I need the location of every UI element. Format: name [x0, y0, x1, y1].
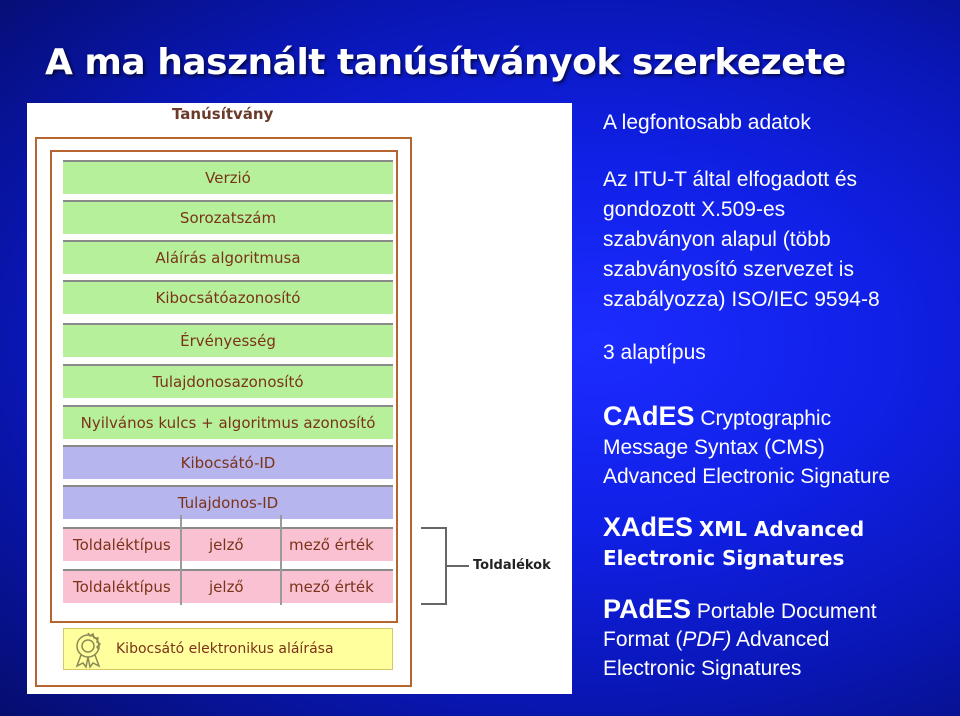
- cades-desc-2: Message Syntax (CMS): [603, 436, 825, 459]
- pades-desc-3: Electronic Signatures: [603, 657, 802, 680]
- extension-row: [63, 527, 393, 561]
- pades-advanced: Advanced: [731, 628, 830, 651]
- field-issuer-unique-id: Kibocsátó-ID: [63, 445, 393, 479]
- xades-desc-1: XML Advanced: [698, 517, 865, 541]
- extension-flag: jelző: [209, 536, 244, 554]
- org-line: szabványosító szervezet is: [603, 258, 854, 281]
- seal-icon: [68, 629, 108, 669]
- xades-line: [603, 510, 864, 547]
- cades-desc-3: Advanced Electronic Signature: [603, 465, 891, 488]
- extensions-bracket-stub: [447, 565, 469, 567]
- signature-label: Kibocsátó elektronikus aláírása: [116, 641, 334, 657]
- pades-desc-2: [603, 626, 829, 654]
- xades-desc-2: Electronic Signatures: [603, 546, 845, 570]
- slide-title: A ma használt tanúsítványok szerkezete: [45, 42, 846, 83]
- field-version: Verzió: [63, 160, 393, 194]
- itu-line: Az ITU-T által elfogadott és: [603, 168, 858, 191]
- field-subject-id: Tulajdonosazonosító: [63, 364, 393, 398]
- key-data-line: A legfontosabb adatok: [603, 111, 811, 134]
- field-subject-unique-id: Tulajdonos-ID: [63, 485, 393, 519]
- pades-desc-1: Portable Document: [696, 600, 877, 623]
- field-validity: Érvényesség: [63, 323, 393, 357]
- xades-acronym: XAdES: [603, 512, 694, 542]
- extension-value: mező érték: [289, 536, 374, 554]
- extensions-label: Toldalékok: [473, 558, 551, 573]
- extension-flag: jelző: [209, 578, 244, 596]
- extension-value: mező érték: [289, 578, 374, 596]
- field-public-key: Nyilvános kulcs + algoritmus azonosító: [63, 405, 393, 439]
- field-serial-number: Sorozatszám: [63, 200, 393, 234]
- certificate-diagram: [27, 103, 572, 694]
- cades-desc-1: Cryptographic: [700, 407, 832, 430]
- extension-type: Toldaléktípus: [73, 536, 171, 554]
- extension-divider: [180, 515, 182, 605]
- issuer-signature: [63, 628, 393, 670]
- x509-line: gondozott X.509-es: [603, 198, 786, 221]
- field-signature-algorithm: Aláírás algoritmusa: [63, 240, 393, 274]
- extension-type: Toldaléktípus: [73, 578, 171, 596]
- standard-line: szabványon alapul (több: [603, 228, 831, 251]
- extension-row: [63, 569, 393, 603]
- field-issuer-id: Kibocsátóazonosító: [63, 280, 393, 314]
- three-types-line: 3 alaptípus: [603, 341, 706, 364]
- extension-divider: [280, 515, 282, 605]
- pades-format: Format (: [603, 628, 683, 651]
- extensions-bracket: [421, 527, 447, 605]
- cades-acronym: CAdES: [603, 401, 695, 431]
- iso-line: szabályozza) ISO/IEC 9594-8: [603, 288, 880, 311]
- pades-line: [603, 592, 877, 629]
- cades-line: [603, 399, 831, 436]
- pades-pdf: PDF): [682, 628, 732, 651]
- pades-acronym: PAdES: [603, 594, 692, 624]
- diagram-heading: Tanúsítvány: [172, 105, 274, 123]
